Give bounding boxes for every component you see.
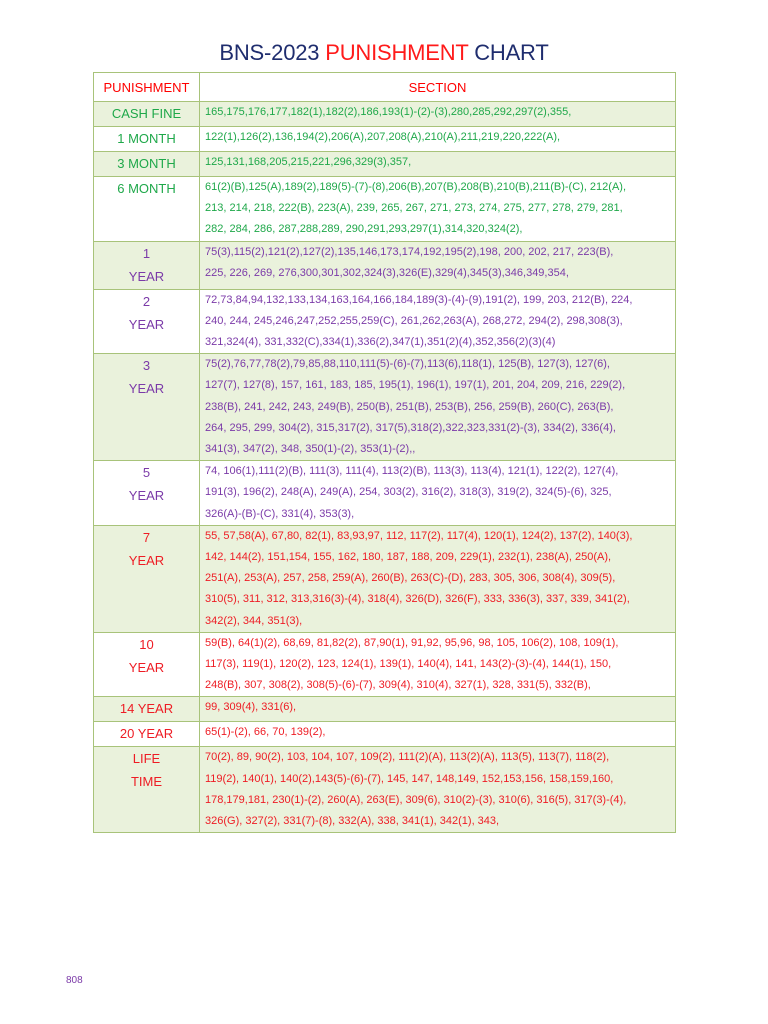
section-list-cell (200, 127, 676, 152)
section-list-cell (200, 152, 676, 177)
punishment-chart-table (93, 72, 676, 833)
table-row (94, 127, 676, 152)
section-list-cell (200, 461, 676, 526)
punishment-label: 3 MONTH (117, 156, 176, 171)
punishment-label: YEAR (128, 316, 165, 332)
section-list-cell (200, 241, 676, 289)
table-row (94, 177, 676, 242)
table-row (94, 697, 676, 722)
section-list-cell (200, 722, 676, 747)
punishment-label-cell (94, 127, 200, 152)
punishment-label: 1 MONTH (117, 131, 176, 146)
title-part-1: BNS-2023 (219, 40, 320, 65)
punishment-label-cell (94, 289, 200, 354)
section-line: 165,175,176,177,182(1),182(2),186,193(1)-(2)-(3),280,285,292,297(2),355, (205, 106, 572, 118)
section-line: 238(B), 241, 242, 243, 249(B), 250(B), 251(B), 253(B), 256, 259(B), 260(C), 263(B), (205, 400, 614, 413)
section-line: 326(G), 327(2), 331(7)-(8), 332(A), 338, 341(1), 342(1), 343, (205, 815, 500, 828)
punishment-label-cell (94, 241, 200, 289)
punishment-label: YEAR (128, 381, 165, 397)
punishment-label-cell (94, 461, 200, 526)
section-line: 264, 295, 299, 304(2), 315,317(2), 317(5),318(2),322,323,331(2)-(3), 334(2), 336(4), (205, 421, 616, 434)
table-row (94, 632, 676, 697)
section-line: 251(A), 253(A), 257, 258, 259(A), 260(B), 263(C)-(D), 283, 305, 306, 308(4), 309(5), (205, 572, 616, 585)
table-row (94, 354, 676, 461)
table-row (94, 102, 676, 127)
punishment-label: TIME (130, 774, 163, 790)
punishment-label: YEAR (128, 552, 165, 568)
section-line: 213, 214, 218, 222(B), 223(A), 239, 265, 267, 271, 273, 274, 275, 277, 278, 279, 281, (205, 202, 623, 215)
table-row (94, 525, 676, 632)
punishment-label: 7 (142, 529, 151, 545)
section-list-cell (200, 525, 676, 632)
table-row (94, 461, 676, 526)
punishment-label-cell (94, 354, 200, 461)
title-part-3: CHART (474, 40, 549, 65)
punishment-label: 14 YEAR (119, 701, 174, 717)
punishment-label: 3 (142, 358, 151, 374)
table-row (94, 722, 676, 747)
section-line: 59(B), 64(1)(2), 68,69, 81,82(2), 87,90(1), 91,92, 95,96, 98, 105, 106(2), 108, 109(1), (205, 636, 619, 649)
page-title (0, 40, 768, 66)
section-line: 61(2)(B),125(A),189(2),189(5)-(7)-(8),206(B),207(B),208(B),210(B),211(B)-(C), 212(A), (205, 181, 626, 193)
punishment-label: CASH FINE (111, 106, 182, 121)
section-line: 55, 57,58(A), 67,80, 82(1), 83,93,97, 112, 117(2), 117(4), 120(1), 124(2), 137(2), 140(3), (205, 529, 633, 542)
section-line: 178,179,181, 230(1)-(2), 260(A), 263(E), 309(6), 310(2)-(3), 310(6), 316(5), 317(3)-(4), (205, 793, 627, 806)
section-line: 326(A)-(B)-(C), 331(4), 353(3), (205, 507, 355, 520)
table-row (94, 241, 676, 289)
punishment-label: 20 YEAR (119, 726, 174, 742)
punishment-label: LIFE (132, 751, 161, 767)
section-line: 74, 106(1),111(2)(B), 111(3), 111(4), 113(2)(B), 113(3), 113(4), 121(1), 122(2), 127(4), (205, 465, 619, 478)
section-list-cell (200, 697, 676, 722)
section-line: 72,73,84,94,132,133,134,163,164,166,184,189(3)-(4)-(9),191(2), 199, 203, 212(B), 224, (205, 293, 633, 306)
punishment-label: YEAR (128, 268, 165, 284)
section-line: 127(7), 127(8), 157, 161, 183, 185, 195(1), 196(1), 197(1), 201, 204, 209, 216, 229(2), (205, 379, 626, 392)
page-number: 808 (66, 975, 83, 986)
section-list-cell (200, 177, 676, 242)
section-line: 70(2), 89, 90(2), 103, 104, 107, 109(2), 111(2)(A), 113(2)(A), 113(5), 113(7), 118(2), (205, 751, 610, 764)
table-row (94, 289, 676, 354)
section-list-cell (200, 632, 676, 697)
punishment-label: 6 MONTH (117, 181, 176, 196)
section-line: 75(2),76,77,78(2),79,85,88,110,111(5)-(6)-(7),113(6),118(1), 125(B), 127(3), 127(6), (205, 358, 610, 371)
punishment-label: 5 (142, 465, 151, 481)
punishment-label-cell (94, 102, 200, 127)
section-line: 310(5), 311, 312, 313,316(3)-(4), 318(4), 326(D), 326(F), 333, 336(3), 337, 339, 341(2), (205, 593, 630, 606)
section-line: 117(3), 119(1), 120(2), 123, 124(1), 139(1), 140(4), 141, 143(2)-(3)-(4), 144(1), 150, (205, 658, 612, 671)
table-header-row (94, 73, 676, 102)
section-list-cell (200, 747, 676, 833)
section-line: 122(1),126(2),136,194(2),206(A),207,208(A),210(A),211,219,220,222(A), (205, 131, 561, 143)
header-punishment: PUNISHMENT (94, 73, 200, 102)
punishment-label-cell (94, 722, 200, 747)
punishment-label-cell (94, 697, 200, 722)
section-list-cell (200, 102, 676, 127)
title-part-2: PUNISHMENT (325, 40, 469, 65)
section-line: 65(1)-(2), 66, 70, 139(2), (205, 726, 326, 739)
section-line: 119(2), 140(1), 140(2),143(5)-(6)-(7), 145, 147, 148,149, 152,153,156, 158,159,160, (205, 772, 614, 785)
punishment-label-cell (94, 747, 200, 833)
punishment-label-cell (94, 152, 200, 177)
table-row (94, 747, 676, 833)
section-line: 240, 244, 245,246,247,252,255,259(C), 261,262,263(A), 268,272, 294(2), 298,308(3), (205, 314, 623, 327)
section-line: 341(3), 347(2), 348, 350(1)-(2), 353(1)-(2),, (205, 443, 416, 456)
punishment-label: 2 (142, 293, 151, 309)
section-line: 99, 309(4), 331(6), (205, 701, 297, 714)
section-line: 142, 144(2), 151,154, 155, 162, 180, 187, 188, 209, 229(1), 232(1), 238(A), 250(A), (205, 551, 612, 564)
header-section: SECTION (200, 73, 676, 102)
section-line: 248(B), 307, 308(2), 308(5)-(6)-(7), 309(4), 310(4), 327(1), 328, 331(5), 332(B), (205, 679, 591, 692)
section-line: 75(3),115(2),121(2),127(2),135,146,173,174,192,195(2),198, 200, 202, 217, 223(B), (205, 245, 614, 258)
section-list-cell (200, 289, 676, 354)
punishment-label: 10 (139, 636, 154, 652)
table-row (94, 152, 676, 177)
punishment-label: 1 (142, 245, 151, 261)
section-line: 125,131,168,205,215,221,296,329(3),357, (205, 156, 412, 168)
punishment-label: YEAR (128, 659, 165, 675)
section-line: 282, 284, 286, 287,288,289, 290,291,293,297(1),314,320,324(2), (205, 223, 523, 236)
punishment-label-cell (94, 177, 200, 242)
section-line: 225, 226, 269, 276,300,301,302,324(3),326(E),329(4),345(3),346,349,354, (205, 266, 569, 279)
punishment-label: YEAR (128, 488, 165, 504)
section-line: 191(3), 196(2), 248(A), 249(A), 254, 303(2), 316(2), 318(3), 319(2), 324(5)-(6), 325, (205, 486, 612, 499)
punishment-label-cell (94, 632, 200, 697)
table-body (94, 102, 676, 833)
section-list-cell (200, 354, 676, 461)
punishment-label-cell (94, 525, 200, 632)
section-line: 321,324(4), 331,332(C),334(1),336(2),347(1),351(2)(4),352,356(2)(3)(4) (205, 336, 556, 349)
section-line: 342(2), 344, 351(3), (205, 614, 303, 627)
